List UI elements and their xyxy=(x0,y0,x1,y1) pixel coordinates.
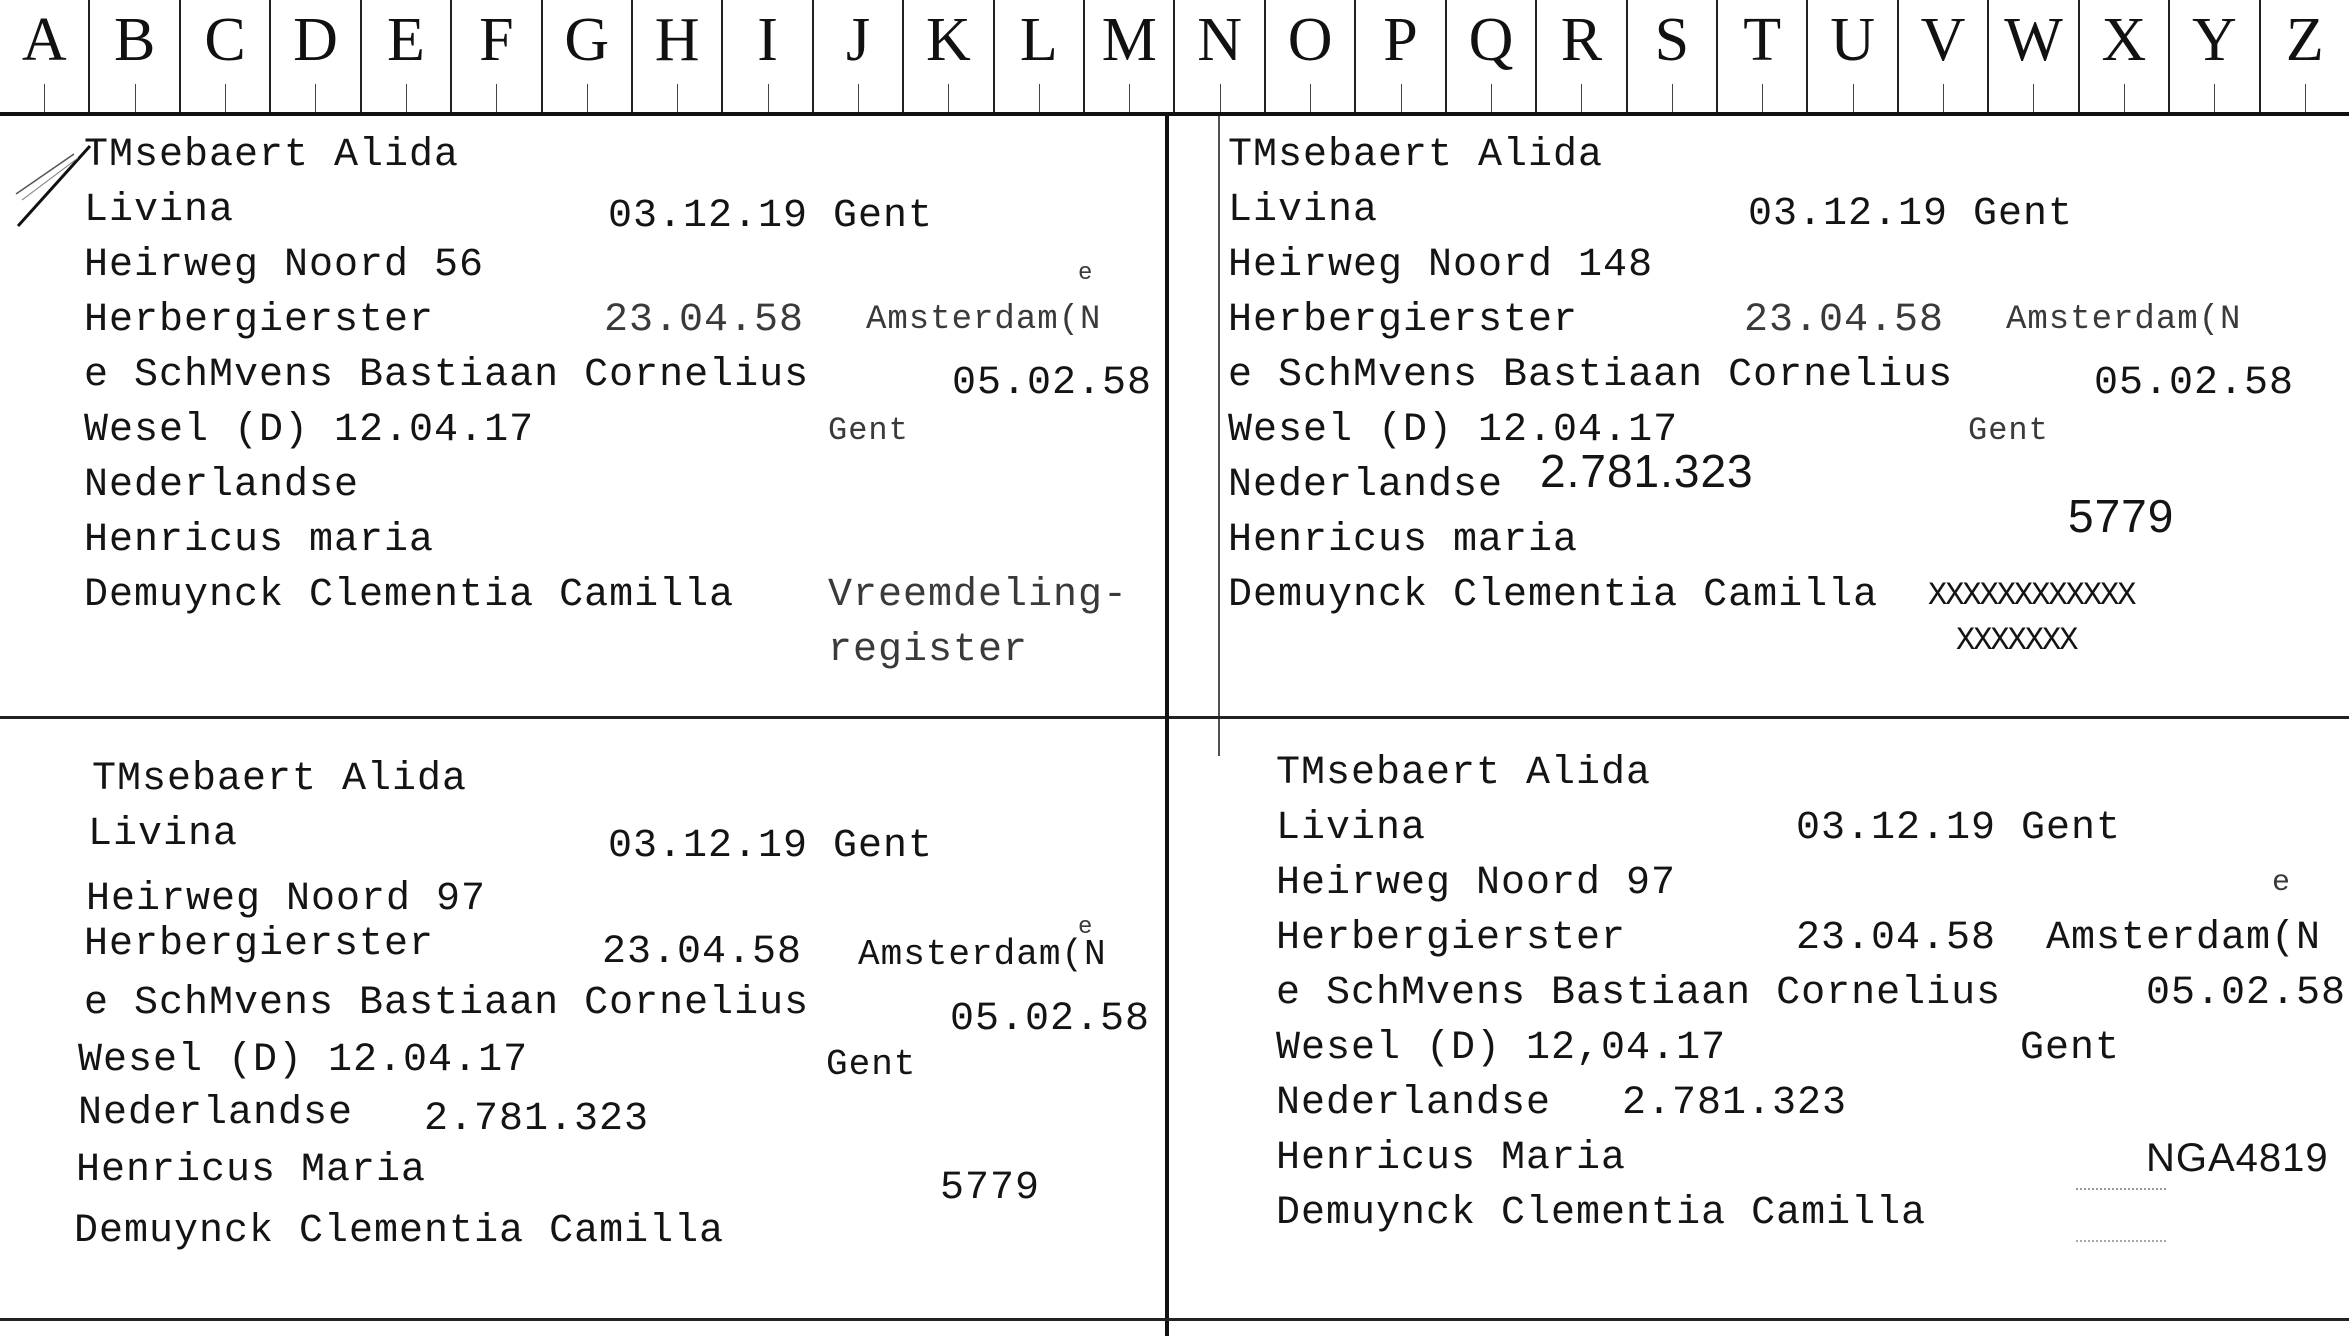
alphabet-index-strip xyxy=(0,0,2349,116)
card-spouse: e SchMvens Bastiaan Cornelius xyxy=(1228,353,1954,398)
card-place-a: Amsterdam(N xyxy=(866,301,1102,339)
index-letter-x[interactable]: X xyxy=(2078,0,2168,112)
card-spouse-birth: Wesel (D) 12.04.17 xyxy=(1228,408,1679,453)
card-name-line: TMsebaert Alida xyxy=(1276,751,1652,796)
card-father: Henricus maria xyxy=(1228,518,1579,563)
card-ref-no: NGA4819 xyxy=(2146,1136,2329,1180)
index-letter-g[interactable]: G xyxy=(541,0,631,112)
card-nationality: Nederlandse xyxy=(1228,463,1504,508)
card-mother: Demuynck Clementia Camilla xyxy=(1228,573,1879,618)
index-letter-j[interactable]: J xyxy=(812,0,902,112)
card-mother: Demuynck Clementia Camilla xyxy=(1276,1191,1927,1236)
card-birth: 03.12.19 Gent xyxy=(608,824,934,869)
card-spouse: e SchMvens Bastiaan Cornelius xyxy=(84,353,810,398)
index-letter-h[interactable]: H xyxy=(631,0,721,112)
card-note: XXXXXXXXXXXX xyxy=(1928,577,2135,614)
card-father: Henricus Maria xyxy=(1276,1136,1627,1181)
index-letter-u[interactable]: U xyxy=(1806,0,1896,112)
card-occupation: Herbergierster xyxy=(1276,916,1627,961)
card-divider-vertical xyxy=(1165,116,1169,1336)
card-place-suffix: e xyxy=(1078,914,1094,941)
card-place-a: Amsterdam(N xyxy=(2046,916,2322,961)
index-letter-q[interactable]: Q xyxy=(1445,0,1535,112)
card-occupation: Herbergierster xyxy=(1228,298,1579,343)
card-date-b: 05.02.58 xyxy=(950,997,1151,1042)
card-date-b: 05.02.58 xyxy=(2146,971,2347,1016)
card-given-name: Livina xyxy=(1276,806,1427,851)
card-place-b: Gent xyxy=(826,1044,917,1085)
card-address: Heirweg Noord 148 xyxy=(1228,243,1654,288)
card-note-line2: register xyxy=(828,628,1029,673)
card-name-line: TMsebaert Alida xyxy=(84,133,460,178)
index-letter-b[interactable]: B xyxy=(88,0,178,112)
card-note: Vreemdeling- xyxy=(828,573,1129,618)
index-letter-d[interactable]: D xyxy=(269,0,359,112)
card-place-suffix: e xyxy=(1078,260,1094,287)
ink-stamp-icon xyxy=(2076,1188,2166,1242)
card-place-b: Gent xyxy=(1968,412,2049,449)
card-note-line2: XXXXXXX xyxy=(1956,622,2077,659)
index-letter-y[interactable]: Y xyxy=(2168,0,2258,112)
card-father: Henricus Maria xyxy=(76,1148,427,1193)
index-letter-p[interactable]: P xyxy=(1354,0,1444,112)
card-occupation: Herbergierster xyxy=(84,298,435,343)
card-place-a: Amsterdam(N xyxy=(858,934,1107,975)
card-given-name: Livina xyxy=(88,812,239,857)
card-occupation: Herbergierster xyxy=(84,922,435,967)
card-nationality: Nederlandse xyxy=(1276,1081,1552,1126)
card-ref-no: 5779 xyxy=(940,1166,1041,1211)
card-place-a: Amsterdam(N xyxy=(2006,301,2242,339)
index-letter-m[interactable]: M xyxy=(1083,0,1173,112)
card-given-name: Livina xyxy=(1228,188,1379,233)
card-date-b: 05.02.58 xyxy=(2094,361,2295,406)
index-letter-e[interactable]: E xyxy=(360,0,450,112)
card-ref-no: 5779 xyxy=(2068,490,2175,542)
card-divider-bottom xyxy=(0,1318,2349,1321)
card-spouse: e SchMvens Bastiaan Cornelius xyxy=(1276,971,2002,1016)
card-register-no: 2.781.323 xyxy=(1540,445,1754,497)
index-letter-z[interactable]: Z xyxy=(2259,0,2349,112)
index-letter-s[interactable]: S xyxy=(1626,0,1716,112)
card-given-name: Livina xyxy=(84,188,235,233)
card-spouse-birth: Wesel (D) 12.04.17 xyxy=(78,1038,529,1083)
index-letter-o[interactable]: O xyxy=(1264,0,1354,112)
card-birth: 03.12.19 Gent xyxy=(1796,806,2122,851)
index-letter-r[interactable]: R xyxy=(1535,0,1625,112)
record-card-3[interactable] xyxy=(74,752,1151,1254)
card-date-a: 23.04.58 xyxy=(602,930,803,975)
card-birth: 03.12.19 Gent xyxy=(608,194,934,239)
card-divider-horizontal-left xyxy=(0,716,1165,719)
card-nationality: Nederlandse xyxy=(78,1091,354,1136)
record-card-4[interactable] xyxy=(1276,746,2347,1241)
card-name-line: TMsebaert Alida xyxy=(92,757,468,802)
index-letter-k[interactable]: K xyxy=(902,0,992,112)
card-place-suffix: e xyxy=(2272,866,2292,900)
card-place-b: Gent xyxy=(828,412,909,449)
index-letter-t[interactable]: T xyxy=(1716,0,1806,112)
index-letter-c[interactable]: C xyxy=(179,0,269,112)
card-date-b: 05.02.58 xyxy=(952,361,1153,406)
card-mother: Demuynck Clementia Camilla xyxy=(84,573,735,618)
card-mother: Demuynck Clementia Camilla xyxy=(74,1209,725,1254)
card-register-no: 2.781.323 xyxy=(424,1097,650,1142)
index-letter-v[interactable]: V xyxy=(1897,0,1987,112)
card-name-line: TMsebaert Alida xyxy=(1228,133,1604,178)
card-place-b: Gent xyxy=(2020,1026,2121,1071)
card-spouse-birth: Wesel (D) 12.04.17 xyxy=(84,408,535,453)
record-card-1[interactable] xyxy=(84,128,1153,678)
card-address: Heirweg Noord 97 xyxy=(1276,861,1677,906)
pen-mark-icon xyxy=(14,140,94,230)
card-address: Heirweg Noord 97 xyxy=(86,877,487,922)
index-letter-w[interactable]: W xyxy=(1987,0,2077,112)
card-nationality: Nederlandse xyxy=(84,463,360,508)
card-date-a: 23.04.58 xyxy=(1796,916,1997,961)
index-letter-i[interactable]: I xyxy=(721,0,811,112)
index-letter-n[interactable]: N xyxy=(1173,0,1263,112)
card-divider-vertical-faint xyxy=(1218,116,1220,756)
card-spouse: e SchMvens Bastiaan Cornelius xyxy=(84,981,810,1026)
card-spouse-birth: Wesel (D) 12,04.17 xyxy=(1276,1026,1727,1071)
index-letter-a[interactable]: A xyxy=(0,0,88,112)
card-birth: 03.12.19 Gent xyxy=(1748,192,2074,237)
card-father: Henricus maria xyxy=(84,518,435,563)
index-letter-l[interactable]: L xyxy=(993,0,1083,112)
card-date-a: 23.04.58 xyxy=(1744,298,1945,343)
card-date-a: 23.04.58 xyxy=(604,298,805,343)
record-card-2[interactable] xyxy=(1228,128,2328,678)
card-register-no: 2.781.323 xyxy=(1622,1081,1848,1126)
card-address: Heirweg Noord 56 xyxy=(84,243,485,288)
card-divider-horizontal-right xyxy=(1169,716,2349,719)
index-letter-f[interactable]: F xyxy=(450,0,540,112)
